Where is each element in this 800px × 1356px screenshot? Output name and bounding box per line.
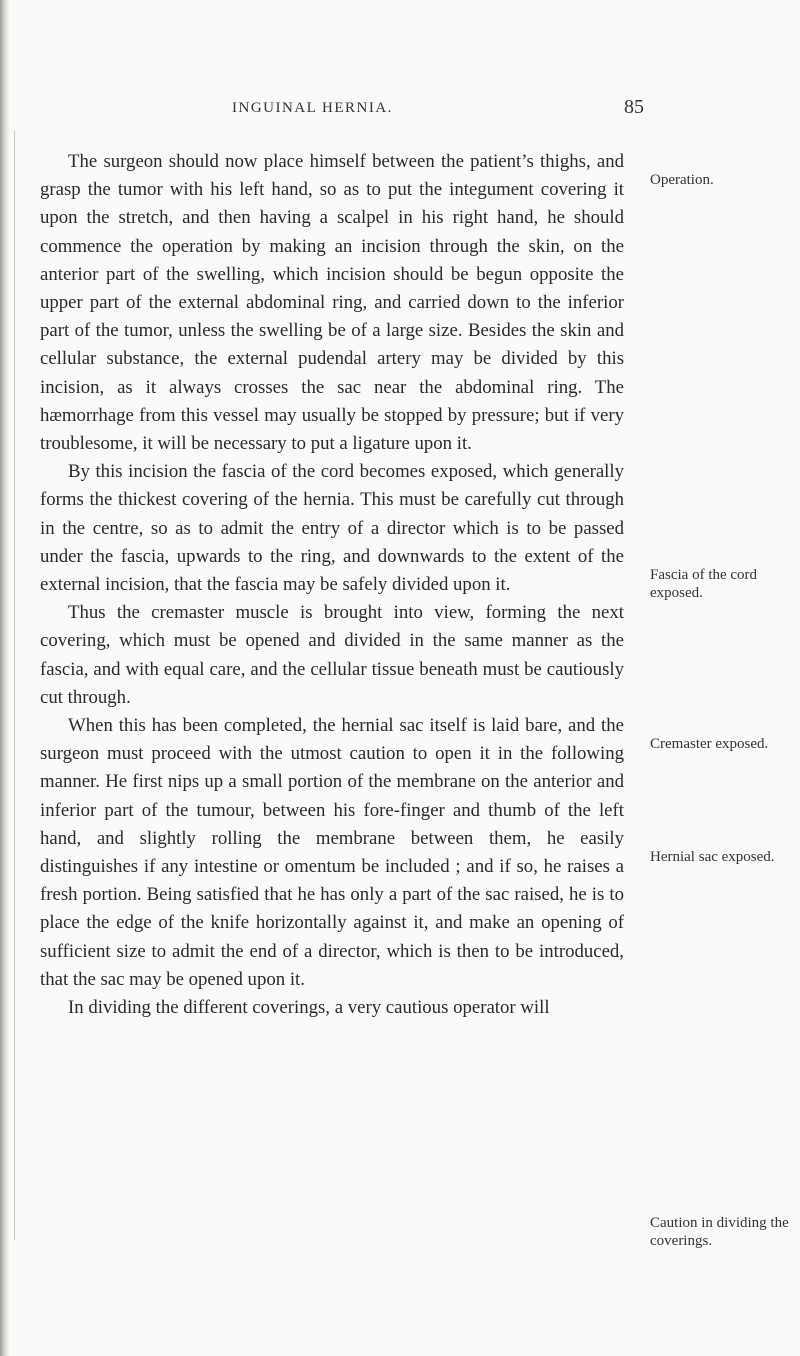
body-text <box>40 148 624 1022</box>
paragraph-operation: The surgeon should now place himself between the patient’s thighs, and grasp the tumor with his left hand, so as to put the integument covering it upon the stretch, and then having a scalpel in his right hand, he should commence the operation by making an incision through the skin, on the anterior part of the swelling, which incision should be begun opposite the upper part of the external abdominal ring, and carried down to the inferior part of the tumor, unless the swelling be of a large size. Besides the skin and cellular substance, the external pudendal artery may be divided by this incision, as it always crosses the sac near the abdominal ring. The hæmorrhage from this vessel may usually be stopped by pressure; but if very troublesome, it will be necessary to put a ligature upon it. <box>40 151 624 455</box>
margin-note-operation: Operation. <box>650 172 714 188</box>
paragraph-fascia-of-cord: By this incision the fascia of the cord becomes exposed, which generally forms the thickest covering of the hernia. This must be carefully cut through in the centre, so as to admit the entry of a director which is to be passed under the fascia, upwards to the ring, and downwards to the extent of the external incision, that the fascia may be safely divided upon it. <box>40 461 624 596</box>
paragraph-caution: In dividing the different coverings, a very cautious operator will <box>68 997 550 1019</box>
paragraph-cremaster: Thus the cremaster muscle is brought into view, forming the next covering, which must be opened and divided in the same manner as the fascia, and with equal care, and the cellular tissue beneath must be cautiously cut through. <box>40 602 624 708</box>
page-header <box>232 96 644 124</box>
margin-note-caution: Caution in dividing the coverings. <box>650 1215 789 1249</box>
paragraph-hernial-sac: When this has been completed, the hernial sac itself is laid bare, and the surgeon must proceed with the utmost caution to open it in the following manner. He first nips up a small portion of the membrane on the anterior and inferior part of the tumour, between his fore-finger and thumb of the left hand, and slightly rolling the membrane between them, he easily distinguishes if any intestine or omentum be included ; and if so, he raises a fresh portion. Being satisfied that he has only a part of the sac raised, he is to place the edge of the knife horizontally against it, and make an opening of sufficient size to admit the end of a director, which is then to be introduced, that the sac may be opened upon it. <box>40 715 624 990</box>
page-edge-line <box>14 130 15 1240</box>
margin-note-fascia: Fascia of the cord exposed. <box>650 567 758 601</box>
page-number: 85 <box>624 96 644 118</box>
margin-note-cremaster: Cremaster exposed. <box>650 736 769 752</box>
page-edge-shadow <box>0 0 10 1356</box>
margin-note-hernial-sac: Hernial sac exposed. <box>650 849 775 865</box>
running-title: INGUINAL HERNIA. <box>232 100 393 116</box>
